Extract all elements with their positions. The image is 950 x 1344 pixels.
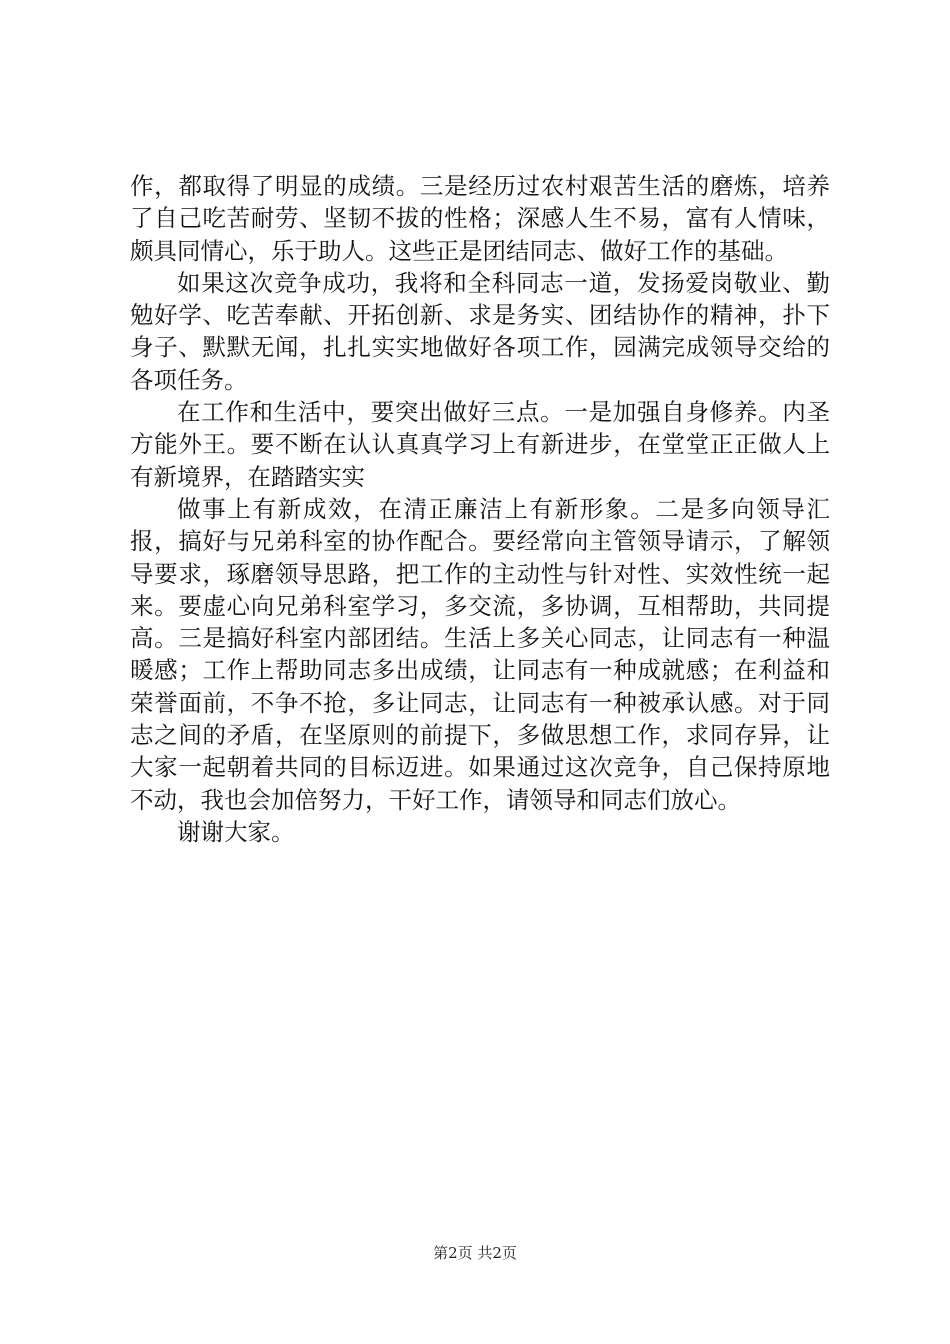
page-footer	[0, 1243, 950, 1263]
paragraph: 如果这次竞争成功，我将和全科同志一道，发扬爱岗敬业、勤勉好学、吃苦奉献、开拓创新、求是务实、团结协作的精神，扑下身子、默默无闻，扎扎实实地做好各项工作，园满完成领导交给的各项任务。	[130, 268, 830, 394]
paragraph: 做事上有新成效，在清正廉洁上有新形象。二是多向领导汇报，搞好与兄弟科室的协作配合。要经常向主管领导请示，了解领导要求，琢磨领导思路，把工作的主动性与针对性、实效性统一起来。要虚心向兄弟科室学习，多交流，多协调，互相帮助，共同提高。三是搞好科室内部团结。生活上多关心同志，让同志有一种温暖感；工作上帮助同志多出成绩，让同志有一种成就感；在利益和荣誉面前，不争不抢，多让同志，让同志有一种被承认感。对于同志之间的矛盾，在坚原则的前提下，多做思想工作，求同存异，让大家一起朝着共同的目标迈进。如果通过这次竞争，自己保持原地不动，我也会加倍努力，干好工作，请领导和同志们放心。	[130, 494, 830, 814]
paragraph: 谢谢大家。	[177, 817, 295, 846]
document-body	[130, 170, 830, 848]
page-number-label: 第2页 共2页	[433, 1244, 517, 1262]
paragraph: 在工作和生活中，要突出做好三点。一是加强自身修养。内圣方能外王。要不断在认认真真学习上有新进步，在堂堂正正做人上有新境界，在踏踏实实	[130, 398, 830, 491]
paragraph: 作，都取得了明显的成绩。三是经历过农村艰苦生活的磨炼，培养了自己吃苦耐劳、坚韧不拔的性格；深感人生不易，富有人情味，颇具同情心，乐于助人。这些正是团结同志、做好工作的基础。	[130, 172, 830, 265]
